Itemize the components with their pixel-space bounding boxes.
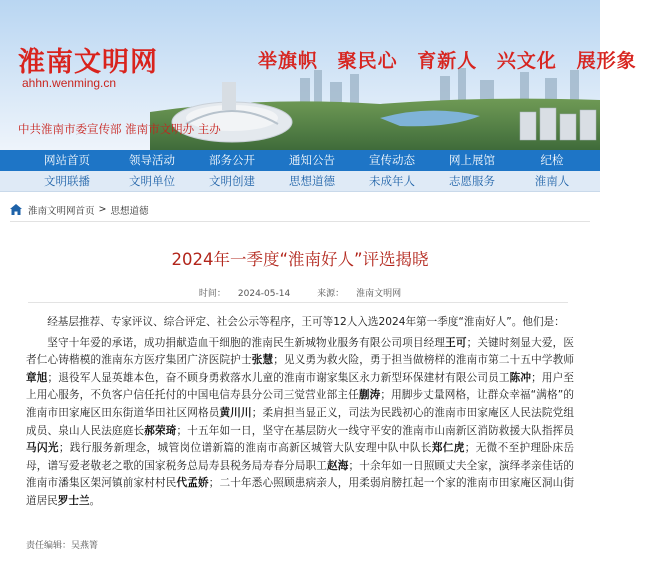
nav-item-home[interactable]: 网站首页 xyxy=(44,153,90,167)
nav-item-leaders[interactable]: 领导活动 xyxy=(129,153,175,167)
nav-item-notices[interactable]: 通知公告 xyxy=(289,153,335,167)
site-banner xyxy=(0,0,637,150)
breadcrumb-home[interactable]: 淮南文明网首页 xyxy=(28,205,95,217)
honoree-10-desc: ；无微不至护理卧床岳母，谱写爱老敬老之歌的国家税务总局寿县税务局寿春分局职工 xyxy=(26,442,575,472)
honoree-7-name: 郝荣琦 xyxy=(144,424,177,437)
publish-time: 2024-05-14 xyxy=(237,289,291,299)
editor-label: 责任编辑： xyxy=(26,541,72,551)
site-logo-title[interactable]: 淮南文明网 xyxy=(18,47,158,78)
article-intro: 经基层推荐、专家评议、综合评定、社会公示等程序，王可等12人入选2024年第一季度“淮南好人”。他们是： xyxy=(47,316,565,328)
honoree-12-name: 罗士兰 xyxy=(57,494,90,507)
nav-item-discipline[interactable]: 纪检 xyxy=(540,153,564,167)
subnav-item-morality[interactable]: 思想道德 xyxy=(289,173,335,188)
honoree-1-desc: 坚守十年爱的承诺，成功捐献造血干细胞的淮南民生新城物业服务有限公司项目经理 xyxy=(47,336,446,349)
honoree-5-desc: ；用户至上用心服务，不负客户信任托付的中国电信寿县分公司三觉营业部主任 xyxy=(26,371,575,402)
site-url: ahhn.wenming.cn xyxy=(22,76,117,90)
nav-item-affairs[interactable]: 部务公开 xyxy=(209,153,255,167)
article-body xyxy=(26,314,574,511)
slogan-4: 兴文化 xyxy=(496,50,557,72)
editor-line xyxy=(26,538,98,551)
honoree-2-name: 张慧 xyxy=(251,354,274,367)
article-source: 淮南文明网 xyxy=(356,289,402,299)
honoree-9-desc: ；践行服务新理念，城管岗位谱新篇的淮南市高新区城管大队安理中队中队长 xyxy=(58,442,432,455)
honoree-2-desc: ；关键时刻显大爱，医者仁心铸楷模的淮南东方医疗集团广济医院护士 xyxy=(26,336,575,367)
main-nav xyxy=(0,150,600,171)
honoree-1-name: 王可 xyxy=(445,336,467,349)
honoree-4-desc: ；退役军人显英雄本色，奋不顾身勇救落水儿童的淮南市谢家集区永力新型环保建材有限公司员工 xyxy=(47,371,510,384)
breadcrumb xyxy=(10,198,590,222)
editor-name: 吴燕箐 xyxy=(71,541,99,551)
slogan-2: 聚民心 xyxy=(337,50,398,72)
honoree-6-name: 黄川川 xyxy=(219,406,252,419)
breadcrumb-section[interactable]: 思想道德 xyxy=(110,205,149,217)
honoree-3-desc: ；见义勇为救火险，勇于担当做榜样的淮南市第二十五中学教师 xyxy=(273,354,575,367)
honoree-8-name: 马闪光 xyxy=(26,442,59,455)
subnav-item-units[interactable]: 文明单位 xyxy=(129,173,175,188)
honoree-11-desc: ；十余年如一日照顾丈夫全家，演绎孝亲佳话的淮南市潘集区架河镇前家村村民 xyxy=(26,459,575,490)
paragraph-ending: 。 xyxy=(89,494,101,507)
honoree-6-desc: ；用脚步丈量网格，让群众幸福“满格”的淮南市田家庵区田东街道华田社区网格员 xyxy=(26,389,574,419)
time-label: 时间： xyxy=(198,289,226,299)
honoree-3-name: 章旭 xyxy=(26,371,48,384)
slogan-3: 育新人 xyxy=(417,50,478,72)
slogan-1: 举旗帜 xyxy=(258,50,319,72)
subnav-item-volunteer[interactable]: 志愿服务 xyxy=(449,173,495,188)
honoree-12-desc: ；二十年悉心照顾患病亲人，用柔弱肩膀扛起一个家的淮南市田家庵区洞山街道居民 xyxy=(26,477,575,507)
subnav-item-creation[interactable]: 文明创建 xyxy=(209,173,255,188)
honoree-10-name: 赵海 xyxy=(326,459,349,472)
source-label: 来源： xyxy=(317,289,345,299)
subnav-item-broadcast[interactable]: 文明联播 xyxy=(44,173,90,188)
nav-item-news[interactable]: 宣传动态 xyxy=(369,153,415,167)
subnav-item-minors[interactable]: 未成年人 xyxy=(369,173,415,188)
honoree-paragraph xyxy=(26,335,574,511)
host-line: 中共淮南市委宣传部 淮南市文明办 主办 xyxy=(18,122,221,136)
subnav-item-huainan-people[interactable]: 淮南人 xyxy=(534,173,570,188)
honoree-7-desc: ；柔肩担当显正义，司法为民践初心的淮南市田家庵区人民法院党组成员、泉山人民法庭庭长 xyxy=(26,406,575,437)
meta-divider xyxy=(28,302,568,303)
honoree-11-name: 代孟娇 xyxy=(176,477,209,490)
honoree-4-name: 陈冲 xyxy=(509,371,532,384)
slogan xyxy=(258,46,649,73)
slogan-5: 展形象 xyxy=(576,50,637,72)
honoree-8-desc: ；十五年如一日，坚守在基层防火一线守平安的淮南市山南新区消防救援大队指挥员 xyxy=(176,424,575,437)
breadcrumb-separator: > xyxy=(98,204,107,215)
honoree-9-name: 郑仁虎 xyxy=(431,442,465,455)
nav-item-exhibit[interactable]: 网上展馆 xyxy=(449,153,495,167)
article-meta xyxy=(0,286,600,299)
home-icon xyxy=(10,204,22,215)
sub-nav xyxy=(0,171,600,192)
article-title: 2024年一季度“淮南好人”评选揭晓 xyxy=(171,250,429,269)
honoree-5-name: 蒯涛 xyxy=(358,389,381,402)
